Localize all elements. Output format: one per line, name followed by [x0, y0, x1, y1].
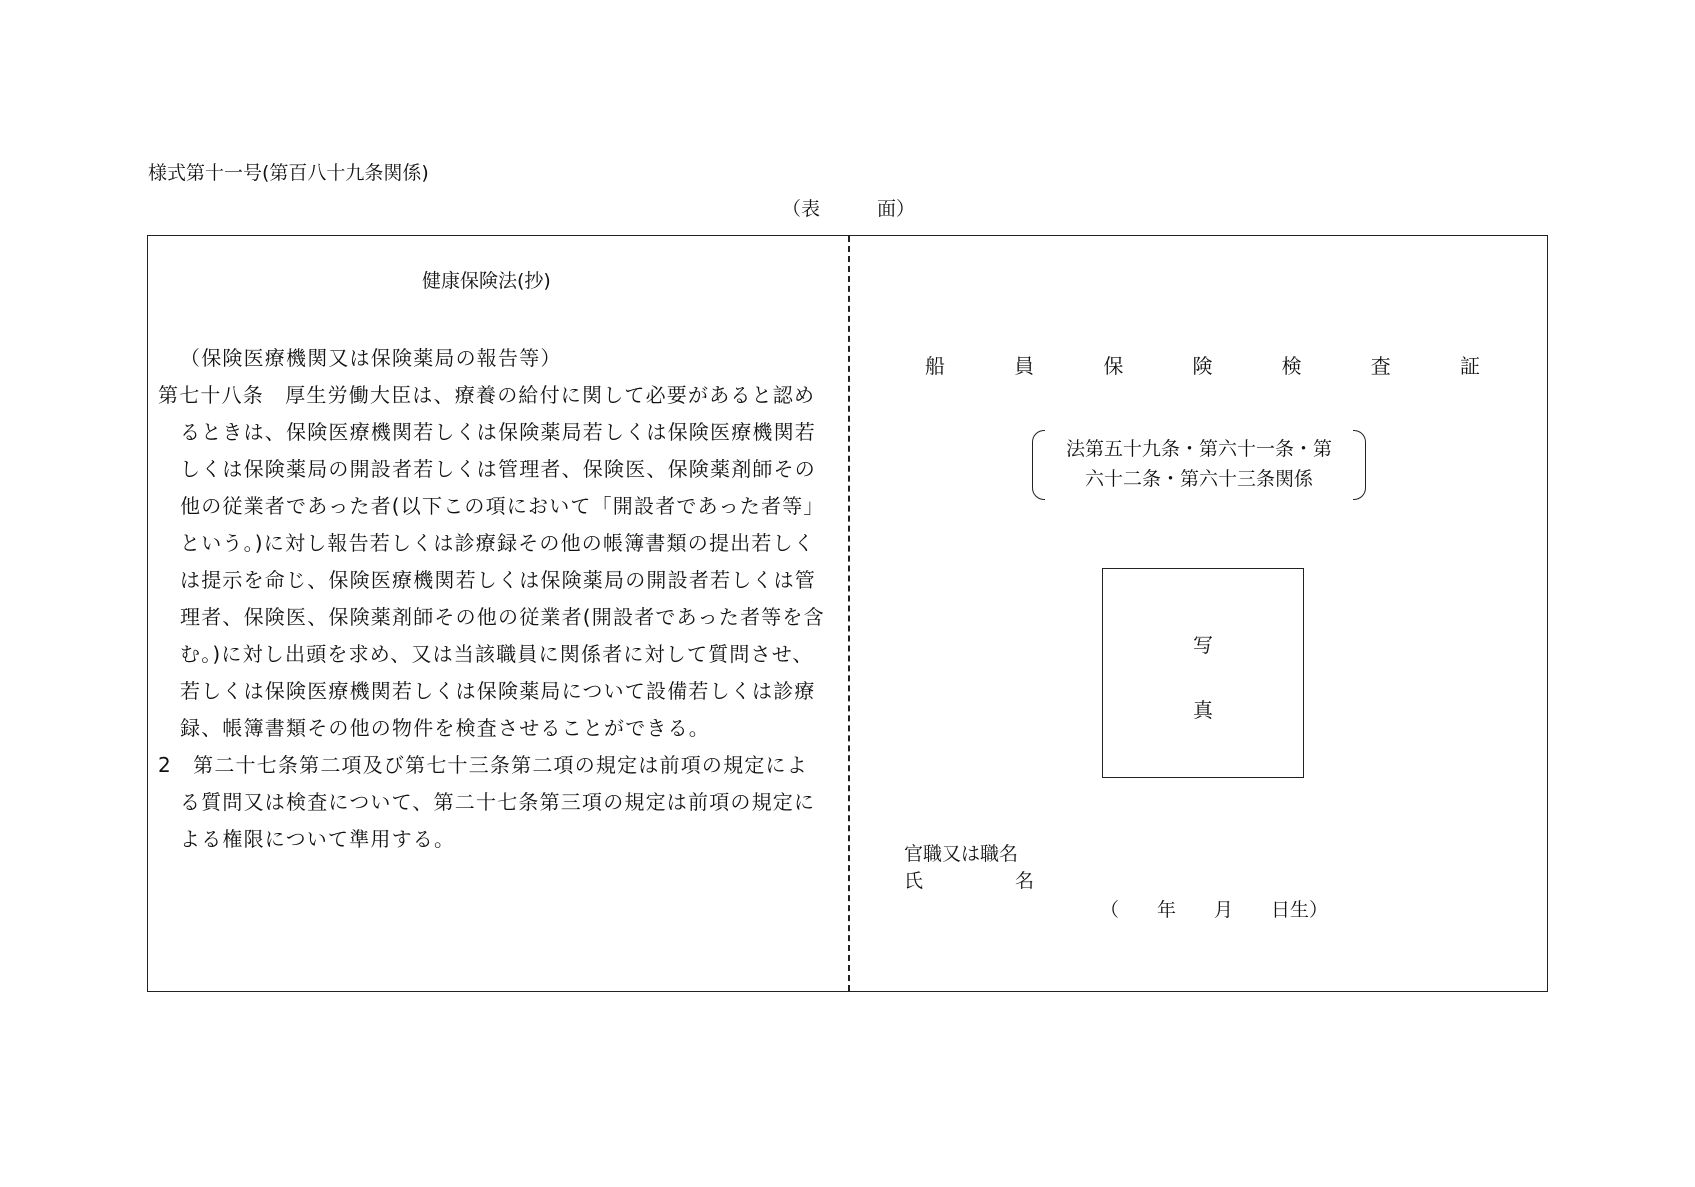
law-line: るときは、保険医療機関若しくは保険薬局若しくは保険医療機関若	[180, 420, 816, 444]
reference-line: 六十二条・第六十三条関係	[1084, 468, 1313, 490]
left-bracket	[1032, 430, 1045, 500]
certificate-title	[925, 350, 1480, 379]
name-field-label: 名	[1015, 870, 1035, 892]
law-line: る質問又は検査について、第二十七条第三項の規定は前項の規定に	[180, 790, 816, 814]
right-bracket	[1353, 430, 1366, 500]
form-number: 様式第十一号(第百八十九条関係)	[148, 162, 429, 184]
law-line: む。)に対し出頭を求め、又は当該職員に関係者に対して質問させ、	[180, 642, 814, 666]
title-char: 船	[925, 354, 945, 378]
legal-reference	[1032, 430, 1366, 500]
photo-label: 真	[1193, 698, 1213, 722]
birthdate-field: （ 年 月 日生）	[1100, 899, 1329, 921]
law-line: は提示を命じ、保険医療機関若しくは保険薬局の開設者若しくは管	[180, 568, 816, 592]
law-line: しくは保険薬局の開設者若しくは管理者、保険医、保険薬剤師その	[180, 457, 816, 481]
name-field-label: 氏	[904, 870, 924, 892]
side-label: （表 面）	[782, 198, 916, 220]
title-char: 査	[1370, 354, 1391, 378]
title-char: 検	[1281, 354, 1302, 378]
photo-box	[1102, 568, 1304, 778]
law-line: 2 第二十七条第二項及び第七十三条第二項の規定は前項の規定によ	[158, 753, 808, 777]
law-line: よる権限について準用する。	[180, 827, 456, 851]
title-char: 証	[1459, 354, 1480, 378]
law-excerpt	[158, 340, 840, 858]
title-char: 険	[1192, 354, 1213, 378]
law-title: 健康保険法(抄)	[422, 270, 551, 292]
fold-divider	[848, 236, 850, 991]
law-line: 若しくは保険医療機関若しくは保険薬局について設備若しくは診療	[180, 679, 816, 703]
title-char: 保	[1103, 354, 1124, 378]
law-line: 録、帳簿書類その他の物件を検査させることができる。	[180, 716, 710, 740]
law-line: という。)に対し報告若しくは診療録その他の帳簿書類の提出若しく	[180, 531, 816, 555]
title-char: 員	[1014, 354, 1035, 378]
law-line: 他の従業者であった者(以下この項において「開設者であった者等」	[180, 494, 825, 518]
law-line: 第七十八条 厚生労働大臣は、療養の給付に関して必要があると認め	[158, 383, 816, 407]
article-caption: （保険医療機関又は保険薬局の報告等）	[180, 346, 562, 370]
law-line: 理者、保険医、保険薬剤師その他の従業者(開設者であった者等を含	[180, 605, 825, 629]
photo-label: 写	[1193, 633, 1213, 657]
official-title-field: 官職又は職名	[904, 843, 1019, 865]
reference-line: 法第五十九条・第六十一条・第	[1065, 438, 1332, 460]
